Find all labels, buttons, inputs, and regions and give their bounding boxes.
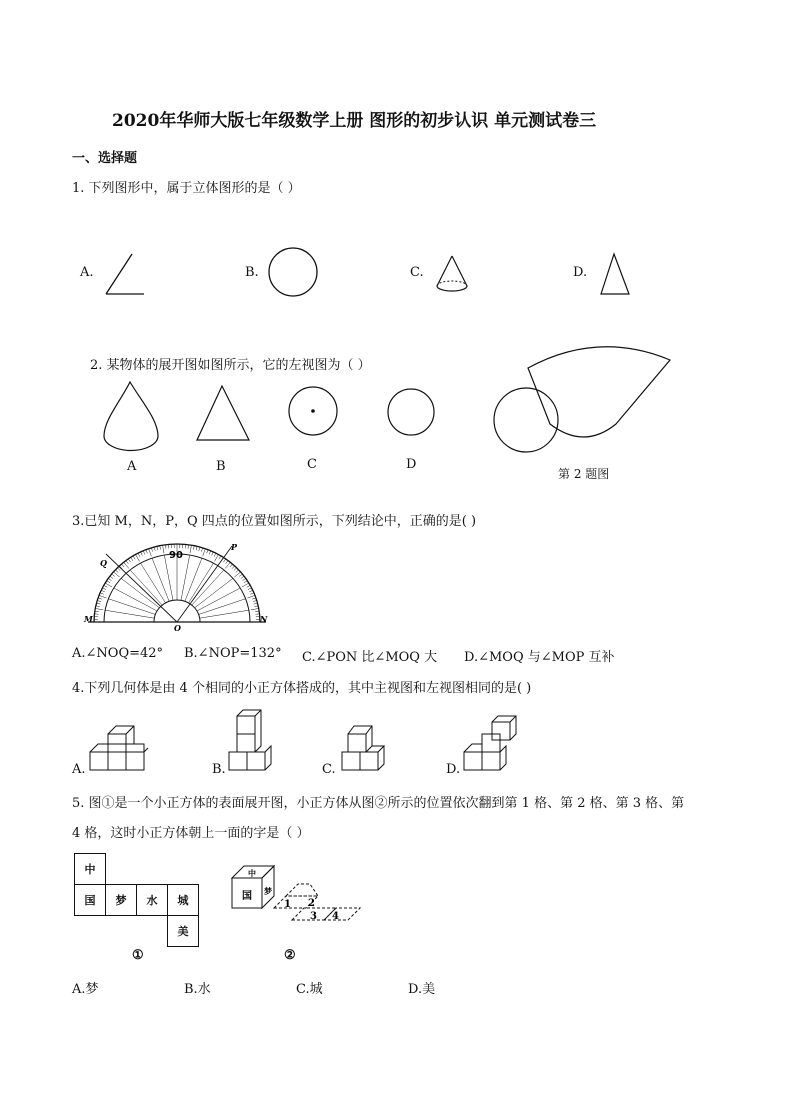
q1-angle-figure: [104, 252, 146, 296]
protractor-figure: [84, 538, 270, 633]
q5-option-b: B.水: [184, 982, 211, 997]
grid-number-4: 4: [332, 911, 339, 922]
protractor-tick: [249, 590, 253, 592]
grid-number-3: 3: [310, 911, 317, 922]
q5-stem-line1: 5. 图①是一个小正方体的表面展开图，小正方体从图②所示的位置依次翻到第 1 格、第 2 格、第 3 格、第: [72, 796, 685, 811]
q1-option-c-label: C.: [410, 265, 424, 280]
protractor-radial-line: [192, 570, 224, 605]
protractor-tick: [97, 601, 101, 602]
q2-label-b: B: [216, 459, 226, 474]
protractor-radial-line: [121, 578, 159, 608]
protractor-tick: [230, 564, 233, 567]
point-n-label: N: [260, 614, 268, 624]
cube-top-face: 中: [248, 868, 256, 878]
q3-stem: 3.已知 M，N，P，Q 四点的位置如图所示，下列结论中，正确的是( ): [72, 514, 477, 529]
protractor-tick: [248, 588, 252, 590]
protractor-tick: [99, 595, 107, 598]
protractor-tick: [241, 576, 244, 578]
protractor-radial-line: [105, 610, 154, 618]
protractor-tick: [96, 603, 100, 604]
q1-cone-figure: [434, 254, 470, 296]
q1-option-b-label: B.: [245, 265, 259, 280]
protractor-tick: [146, 550, 147, 554]
protractor-tick: [96, 606, 100, 607]
cube-front-face: 国: [242, 891, 252, 902]
protractor-tick: [104, 585, 108, 587]
q2-stem: 2. 某物体的展开图如图所示，它的左视图为（ ）: [90, 358, 371, 373]
q5-option-d: D.美: [408, 982, 436, 997]
protractor-tick: [234, 568, 237, 571]
point-q-label: Q: [100, 558, 107, 568]
protractor-radial-line: [200, 610, 249, 618]
protractor-tick: [126, 561, 128, 564]
protractor-tick: [157, 546, 158, 550]
q3-option-a: A.∠NOQ=42°: [72, 646, 164, 661]
protractor-tick: [95, 608, 103, 609]
protractor-tick: [138, 553, 140, 557]
protractor-tick: [254, 603, 258, 604]
q4-option-c-label: C.: [322, 762, 336, 777]
protractor-tick: [112, 574, 115, 576]
q2-label-a: A: [127, 459, 137, 474]
protractor-tick: [254, 606, 258, 607]
q5-option-a: A.梦: [72, 982, 99, 997]
q1-stem: 1. 下列图形中，属于立体图形的是（ ）: [72, 181, 301, 196]
q4-option-a-label: A.: [72, 762, 86, 777]
net-cell-1: 中: [74, 853, 106, 885]
net-cell-3: 梦: [105, 884, 137, 916]
protractor-radial-line: [195, 578, 233, 608]
q3-option-d: D.∠MOQ 与∠MOP 互补: [464, 650, 615, 665]
protractor-tick: [133, 556, 135, 559]
protractor-radial-line: [181, 555, 190, 600]
protractor-tick: [199, 547, 200, 551]
protractor-tick: [232, 566, 235, 569]
page-title: 2020年华师大版七年级数学上册 图形的初步认识 单元测试卷三: [112, 111, 597, 131]
q2-label-d: D: [406, 457, 417, 472]
point-o-label: O: [174, 623, 181, 633]
protractor-tick: [110, 576, 113, 578]
protractor-tick: [107, 581, 110, 583]
protractor-tick: [141, 552, 143, 556]
protractor-tick: [252, 598, 256, 599]
protractor-tick: [223, 559, 225, 562]
protractor-radial-line: [164, 555, 173, 600]
protractor-tick: [242, 578, 245, 580]
cube-side-face: 梦: [264, 886, 272, 896]
q1-triangle-figure: [598, 252, 632, 296]
q4-option-b-label: B.: [212, 762, 226, 777]
net-cell-4: 水: [136, 884, 168, 916]
q2-net-figure: [490, 330, 700, 462]
protractor-tick: [203, 549, 206, 557]
protractor-tick: [131, 557, 133, 560]
q2-caption: 第 2 题图: [558, 467, 610, 481]
protractor-tick: [190, 545, 191, 553]
q2-option-b-figure: [195, 384, 251, 442]
protractor-tick: [219, 556, 221, 559]
protractor-tick: [98, 598, 102, 599]
protractor-tick: [215, 554, 219, 561]
protractor-radial-line: [130, 570, 162, 605]
protractor-tick: [136, 554, 140, 561]
q2-option-c-figure: [288, 386, 340, 438]
protractor-tick: [101, 590, 105, 592]
protractor-tick: [102, 588, 106, 590]
q2-option-a-figure: [100, 380, 162, 452]
protractor-tick: [247, 585, 251, 587]
q4-option-d-label: D.: [446, 762, 461, 777]
net-cell-2: 国: [74, 884, 106, 916]
q2-label-c: C: [307, 457, 317, 472]
protractor-tick: [214, 553, 216, 557]
protractor-tick: [244, 581, 247, 583]
protractor-tick: [163, 545, 164, 553]
protractor-tick: [250, 593, 254, 594]
cube-figure: [228, 862, 364, 932]
protractor-tick: [115, 570, 118, 573]
protractor-tick: [209, 551, 211, 555]
protractor-tick: [117, 568, 120, 571]
protractor-tick: [255, 611, 259, 612]
net-cell-6: 美: [167, 915, 199, 947]
protractor-tick: [154, 547, 155, 551]
protractor-tick: [160, 546, 161, 550]
protractor-tick: [100, 593, 104, 594]
net-cell-5: 城: [167, 884, 199, 916]
q1-option-a-label: A.: [80, 265, 94, 280]
q4-option-a-figure: [88, 726, 150, 772]
protractor-tick: [193, 546, 194, 550]
protractor-tick: [236, 570, 239, 573]
protractor-tick: [253, 601, 257, 602]
section-heading: 一、选择题: [72, 151, 138, 166]
q4-option-d-figure: [462, 716, 520, 772]
protractor-tick: [251, 608, 259, 609]
point-p-label: P: [231, 542, 238, 552]
protractor-tick: [95, 611, 99, 612]
q5-stem-line2: 4 格，这时小正方体朝上一面的字是（ ）: [72, 826, 310, 841]
protractor-tick: [165, 545, 166, 549]
q3-option-b: B.∠NOP=132°: [184, 646, 282, 661]
protractor-tick: [226, 561, 228, 564]
q4-option-b-figure: [227, 708, 275, 772]
fig-2-label: ②: [284, 948, 296, 963]
protractor-tick: [128, 559, 130, 562]
protractor-tick: [108, 578, 111, 580]
q5-option-c: C.城: [296, 982, 323, 997]
q3-option-c: C.∠PON 比∠MOQ 大: [302, 650, 438, 665]
protractor-90-label: 90: [169, 550, 183, 561]
grid-number-2: 2: [308, 898, 315, 909]
q4-stem: 4.下列几何体是由 4 个相同的小正方体搭成的，其中主视图和左视图相同的是( ): [72, 681, 532, 696]
protractor-tick: [212, 552, 214, 556]
protractor-tick: [201, 548, 202, 552]
protractor-tick: [239, 574, 242, 576]
protractor-tick: [149, 549, 152, 557]
protractor-tick: [151, 548, 152, 552]
grid-number-1: 1: [284, 899, 291, 910]
protractor-tick: [188, 545, 189, 549]
q1-circle-figure: [268, 247, 320, 299]
protractor-tick: [207, 550, 208, 554]
protractor-tick: [143, 551, 145, 555]
q4-option-c-figure: [340, 718, 390, 772]
q2-option-d-figure: [387, 388, 437, 438]
q1-option-d-label: D.: [573, 265, 588, 280]
protractor-tick: [196, 546, 197, 550]
point-m-label: M: [84, 614, 93, 624]
fig-1-label: ①: [132, 948, 144, 963]
protractor-tick: [247, 595, 255, 598]
protractor-tick: [121, 564, 124, 567]
